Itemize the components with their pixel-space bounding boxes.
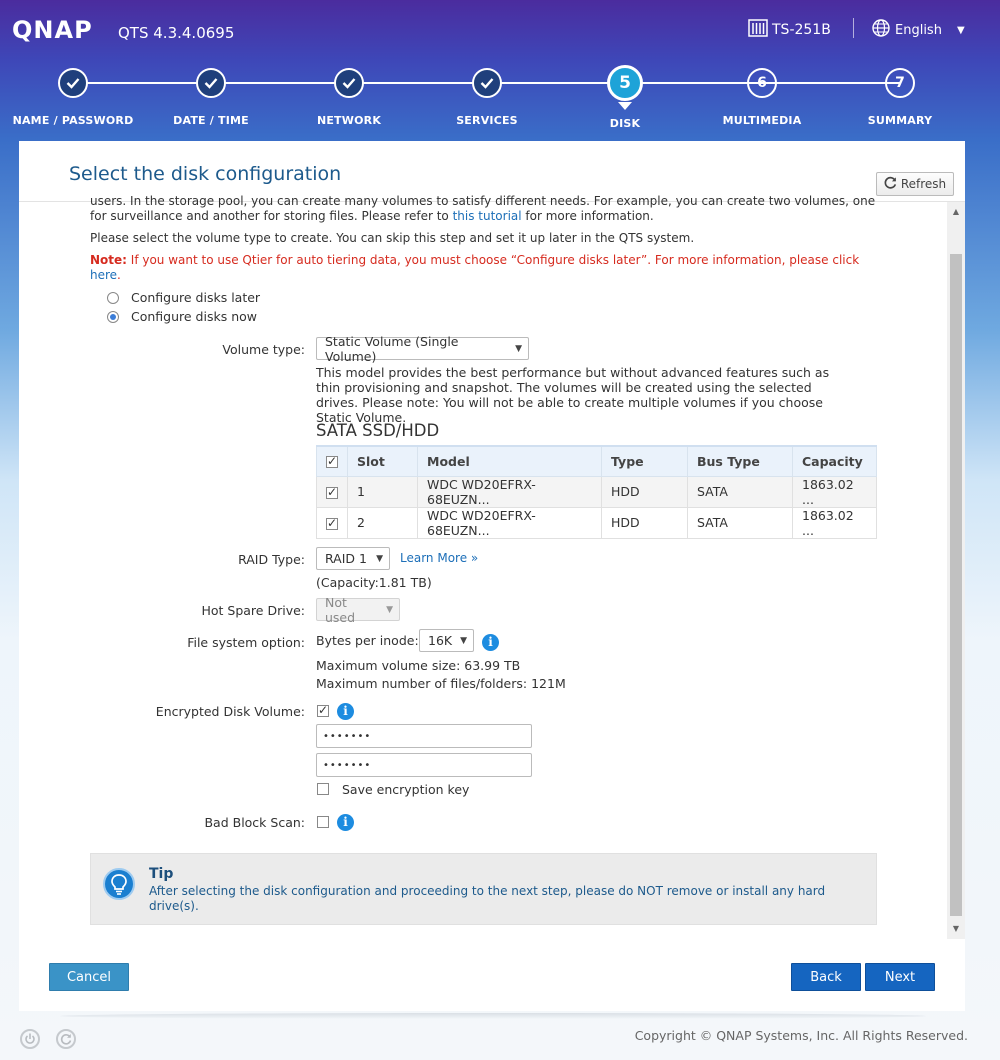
inode-label: Bytes per inode: [316,633,419,648]
step-label: MULTIMEDIA [722,114,802,127]
bus-cell: SATA [688,476,793,507]
lightbulb-icon [103,868,135,900]
filesystem-label: File system option: [187,635,305,650]
step-label: DISK [609,117,641,130]
checkmark-icon [334,68,364,98]
model-cell: WDC WD20EFRX-68EUZN... [418,476,602,507]
inode-value: 16K [428,633,453,648]
select-all-checkbox[interactable] [326,456,338,468]
configure-later-radio[interactable] [107,292,119,304]
intro-line-2-start: for surveillance and another for storing files. Please refer to [90,209,453,223]
max-files: Maximum number of files/folders: 121M [316,676,566,691]
save-key-label: Save encryption key [342,782,470,797]
option-configure-now[interactable] [107,309,257,324]
raid-type-value: RAID 1 [325,551,367,566]
main-panel [19,141,965,1011]
scrollbar-thumb[interactable] [950,254,962,916]
copyright-text: Copyright © QNAP Systems, Inc. All Rights Reserved. [634,1028,968,1043]
tutorial-link[interactable]: this tutorial [452,209,522,223]
refresh-button[interactable] [876,172,954,196]
row-select-cell [317,507,348,538]
current-step-pointer [618,102,632,110]
scroll-up-arrow-icon[interactable]: ▲ [952,207,960,216]
nas-device-icon [748,19,768,41]
vertical-scrollbar[interactable] [947,202,965,939]
model-cell: WDC WD20EFRX-68EUZN... [418,507,602,538]
capacity-cell: 1863.02 ... [793,507,877,538]
os-version: QTS 4.3.4.0695 [118,24,235,42]
capacity-cell: 1863.02 ... [793,476,877,507]
power-icon[interactable] [20,1029,40,1049]
intro-line-1: users. In the storage pool, you can create many volumes to satisfy different needs. For example, you can create two volumes, one [90,194,876,208]
bad-block-label: Bad Block Scan: [204,815,305,830]
checkmark-icon [58,68,88,98]
configure-later-label: Configure disks later [131,290,261,305]
chevron-down-icon: ▼ [515,343,522,354]
table-row[interactable] [317,507,877,538]
form-scroll-area[interactable] [19,194,965,939]
column-header: Slot [348,446,418,476]
raid-capacity: (Capacity:1.81 TB) [316,575,432,590]
refresh-icon [884,176,897,192]
type-cell: HDD [602,476,688,507]
bus-cell: SATA [688,507,793,538]
info-icon[interactable]: i [337,703,354,720]
refresh-label: Refresh [900,177,947,191]
note-text: If you want to use Qtier for auto tiering data, you must choose “Configure disks later”. For more information, please click [126,253,860,267]
hot-spare-value: Not used [325,594,356,625]
info-icon[interactable]: i [337,814,354,831]
slot-cell: 2 [348,507,418,538]
note-label: Note: [90,253,127,267]
inode-select[interactable] [419,629,474,652]
step-number: 7 [885,68,915,98]
device-model: TS-251B [772,22,831,38]
column-header: Model [418,446,602,476]
step-network [279,68,419,127]
learn-more-link[interactable]: Learn More » [400,551,479,565]
save-key-checkbox[interactable] [317,783,329,795]
encryption-password-field[interactable]: ••••••• [316,724,532,748]
tip-box [90,853,877,925]
qnap-logo: QNAP [12,16,93,44]
max-volume-size: Maximum volume size: 63.99 TB [316,658,521,673]
configure-now-radio[interactable] [107,311,119,323]
intro-text [90,194,880,224]
note-end: . [117,268,121,282]
column-header: Bus Type [688,446,793,476]
select-all-header [317,446,348,476]
step-name-password [3,68,143,127]
type-cell: HDD [602,507,688,538]
step-label: SUMMARY [867,114,933,127]
row-select-cell [317,476,348,507]
checkmark-icon [472,68,502,98]
next-button[interactable]: Next [865,963,935,991]
column-header: Capacity [793,446,877,476]
slot-cell: 1 [348,476,418,507]
intro-line-2-end: for more information. [521,209,654,223]
column-header: Type [602,446,688,476]
step-multimedia [692,68,832,127]
encryption-checkbox[interactable] [317,705,329,717]
checkmark-icon [196,68,226,98]
option-configure-later[interactable] [107,290,260,305]
info-icon[interactable]: i [482,634,499,651]
step-number: 5 [607,65,643,101]
step-date-time [141,68,281,127]
note-here-link[interactable]: here [90,268,118,282]
qtier-note [90,253,880,283]
tip-title: Tip [149,866,174,882]
table-row[interactable] [317,476,877,507]
disk-table-header [317,446,877,476]
language-label: English [895,22,942,38]
volume-description: This model provides the best performance but without advanced features such as thin provisioning and snapshot. The volumes will be created using the selected drives. Please note: You will not be able to create multiple volumes if you choose Static Volume. [316,365,830,425]
hot-spare-label: Hot Spare Drive: [201,603,305,618]
hot-spare-select [316,594,400,625]
step-label: NETWORK [316,114,382,127]
volume-type-value: Static Volume (Single Volume) [325,333,459,364]
volume-type-label: Volume type: [222,342,305,357]
row-checkbox[interactable] [326,487,338,499]
restart-icon[interactable] [56,1029,76,1049]
disk-section-title: SATA SSD/HDD [316,421,440,440]
row-checkbox[interactable] [326,518,338,530]
back-button[interactable]: Back [791,963,861,991]
encryption-label: Encrypted Disk Volume: [155,704,305,719]
cancel-button[interactable]: Cancel [49,963,129,991]
tip-text: After selecting the disk configuration and proceeding to the next step, please do NOT remove or install any hard drive(s). [149,884,826,913]
step-number: 6 [747,68,777,98]
step-services [417,68,557,127]
encryption-confirm-field[interactable]: ••••••• [316,753,532,777]
raid-type-select[interactable] [316,547,390,570]
chevron-down-icon: ▼ [956,24,965,36]
panel-shadow [60,1013,926,1019]
page-title: Select the disk configuration [69,163,342,185]
step-label: SERVICES [456,114,518,127]
disk-table [316,445,877,539]
bad-block-checkbox[interactable] [317,816,329,828]
device-info [748,19,831,41]
intro-line-2 [90,209,880,224]
header-divider [853,18,854,38]
select-volume-text: Please select the volume type to create. You can skip this step and set it up later in the QTS system. [90,231,695,245]
chevron-down-icon: ▼ [376,553,383,564]
step-summary [830,68,970,127]
chevron-down-icon: ▼ [460,635,468,646]
configure-now-label: Configure disks now [131,309,257,324]
language-selector[interactable] [872,19,965,41]
step-disk [555,68,695,130]
step-label: DATE / TIME [173,114,249,127]
raid-type-label: RAID Type: [238,552,305,567]
chevron-down-icon: ▼ [386,604,393,615]
globe-icon [872,19,890,41]
scroll-down-arrow-icon[interactable]: ▼ [952,924,960,933]
step-label: NAME / PASSWORD [12,114,134,127]
volume-type-select[interactable] [316,333,529,364]
